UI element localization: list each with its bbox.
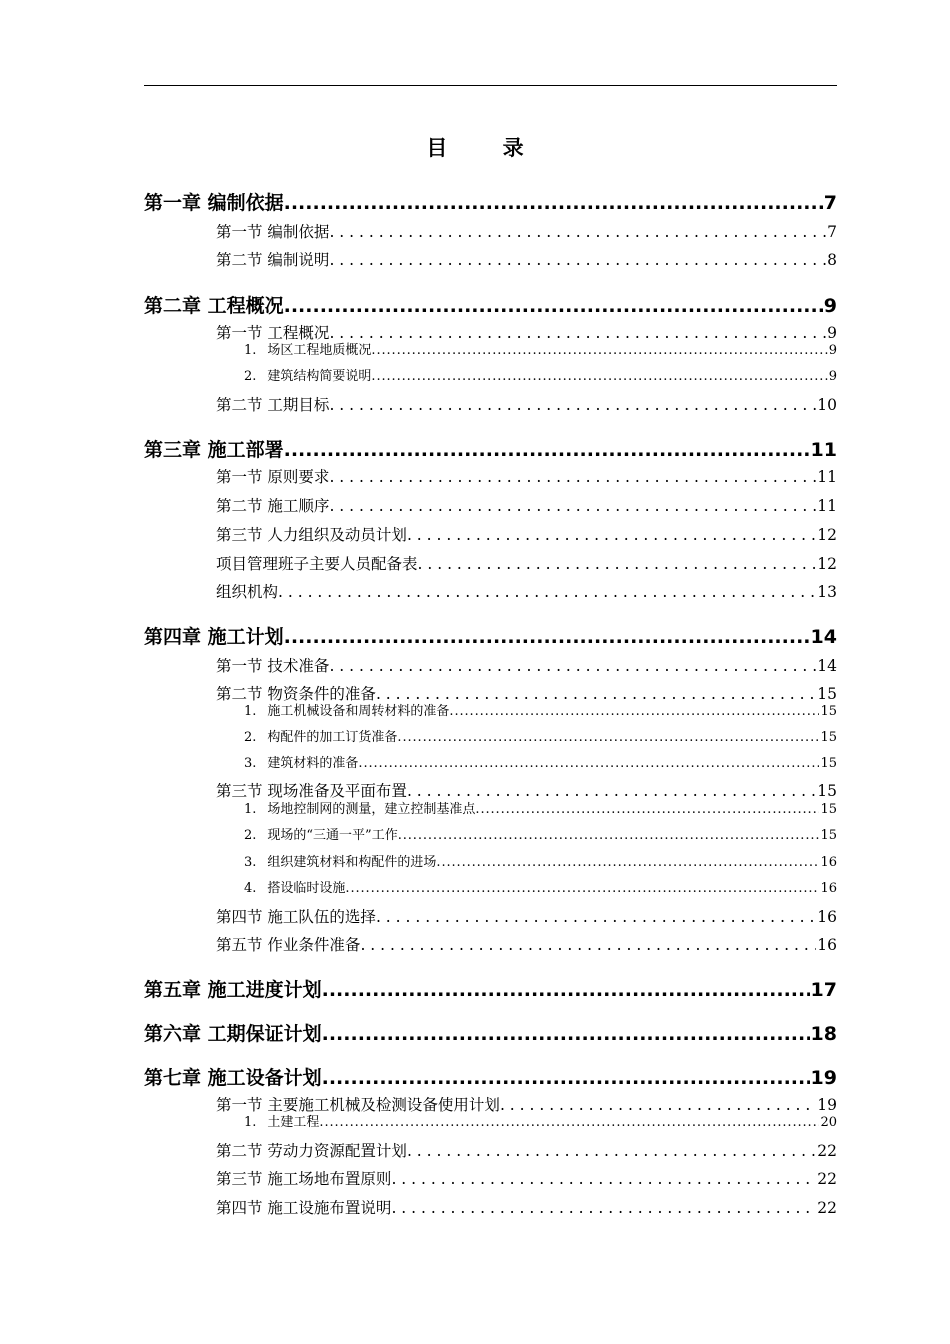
toc-item-number: 1. <box>244 343 257 358</box>
toc-dot-leader <box>407 1142 816 1160</box>
toc-entry-label: 第四章 施工计划 <box>144 626 284 648</box>
toc-entry-label: 建筑材料的准备 <box>267 756 359 771</box>
toc-dot-leader <box>319 1115 819 1130</box>
toc-page-number: 19 <box>817 1096 837 1114</box>
toc-dot-leader <box>449 704 819 719</box>
toc-item-number: 3. <box>244 756 257 771</box>
toc-chapter-entry[interactable] <box>144 622 837 649</box>
toc-page-number: 14 <box>817 657 837 675</box>
toc-dot-leader <box>475 802 819 817</box>
toc-entry-label: 第二节 工期目标 <box>216 396 330 414</box>
toc-dot-leader <box>329 657 816 675</box>
toc-page-number: 15 <box>820 828 837 843</box>
toc-section-entry[interactable] <box>216 552 837 574</box>
toc-dot-leader <box>284 192 823 214</box>
toc-page-number: 16 <box>820 881 837 896</box>
toc-item-entry[interactable] <box>244 877 837 896</box>
toc-page-number: 15 <box>817 782 837 800</box>
toc-item-number: 1. <box>244 802 257 817</box>
toc-page-number: 13 <box>817 583 837 601</box>
toc-entry-label: 构配件的加工订货准备 <box>267 730 398 745</box>
toc-dot-leader <box>376 908 816 926</box>
toc-item-entry[interactable] <box>244 700 837 719</box>
toc-section-entry[interactable] <box>216 933 837 955</box>
toc-dot-leader <box>391 1199 816 1217</box>
toc-entry-label: 第一章 编制依据 <box>144 192 284 214</box>
toc-entry-label: 组织机构 <box>216 583 279 601</box>
toc-entry-label: 第一节 工程概况 <box>216 324 330 342</box>
toc-entry-label: 第一节 技术准备 <box>216 657 330 675</box>
toc-dot-leader <box>322 979 810 1001</box>
toc-entry-label: 现场的“三通一平”工作 <box>267 828 398 843</box>
toc-dot-leader <box>397 730 819 745</box>
toc-chapter-entry[interactable] <box>144 435 837 462</box>
toc-page-number: 14 <box>810 626 837 648</box>
toc-page-number: 11 <box>817 468 837 486</box>
toc-page-number: 15 <box>820 704 837 719</box>
toc-entry-label: 第五节 作业条件准备 <box>216 936 361 954</box>
toc-entry-label: 第三章 施工部署 <box>144 439 284 461</box>
toc-section-entry[interactable] <box>216 1167 837 1189</box>
toc-page-number: 9 <box>827 324 837 342</box>
toc-entry-label: 第三节 人力组织及动员计划 <box>216 526 407 544</box>
toc-entry-label: 场区工程地质概况 <box>267 343 372 358</box>
toc-section-entry[interactable] <box>216 1196 837 1218</box>
toc-section-entry[interactable] <box>216 465 837 487</box>
toc-section-entry[interactable] <box>216 580 837 602</box>
toc-entry-label: 第一节 编制依据 <box>216 223 330 241</box>
toc-entry-label: 项目管理班子主要人员配备表 <box>216 555 418 573</box>
toc-section-entry[interactable] <box>216 905 837 927</box>
toc-dot-leader <box>322 1023 810 1045</box>
toc-entry-label: 第一节 主要施工机械及检测设备使用计划 <box>216 1096 500 1114</box>
toc-dot-leader <box>398 828 820 843</box>
toc-item-entry[interactable] <box>244 365 837 384</box>
toc-item-entry[interactable] <box>244 851 837 870</box>
toc-dot-leader <box>360 936 816 954</box>
toc-item-number: 1. <box>244 704 257 719</box>
toc-page-number: 12 <box>817 526 837 544</box>
toc-entry-label: 第二节 施工顺序 <box>216 497 330 515</box>
toc-page-number: 11 <box>810 439 837 461</box>
toc-entry-label: 第四节 施工队伍的选择 <box>216 908 376 926</box>
toc-chapter-entry[interactable] <box>144 291 837 318</box>
toc-entry-label: 场地控制网的测量，建立控制基准点 <box>267 802 476 817</box>
toc-section-entry[interactable] <box>216 248 837 270</box>
toc-section-entry[interactable] <box>216 494 837 516</box>
toc-dot-leader <box>284 439 810 461</box>
toc-page-number: 16 <box>817 908 837 926</box>
toc-dot-leader <box>329 223 826 241</box>
toc-dot-leader <box>436 855 819 870</box>
toc-title: 目 录 <box>426 136 548 160</box>
toc-entry-label: 第六章 工期保证计划 <box>144 1023 322 1045</box>
toc-page-number: 18 <box>810 1023 837 1045</box>
toc-entry-label: 施工机械设备和周转材料的准备 <box>267 704 450 719</box>
toc-item-entry[interactable] <box>244 798 837 817</box>
toc-dot-leader <box>322 1067 810 1089</box>
toc-item-entry[interactable] <box>244 339 837 358</box>
toc-page-number: 9 <box>828 369 837 384</box>
toc-item-number: 2. <box>244 828 257 843</box>
toc-dot-leader <box>284 626 810 648</box>
toc-page-number: 19 <box>810 1067 837 1089</box>
toc-page-number: 22 <box>817 1199 837 1217</box>
toc-entry-label: 第二节 编制说明 <box>216 251 330 269</box>
toc-chapter-entry[interactable] <box>144 975 837 1002</box>
header-rule <box>144 85 837 86</box>
toc-dot-leader <box>284 295 823 317</box>
toc-page-number: 15 <box>817 685 837 703</box>
toc-entry-label: 第五章 施工进度计划 <box>144 979 322 1001</box>
toc-page-number: 20 <box>820 1115 837 1130</box>
toc-dot-leader <box>371 369 827 384</box>
toc-page-number: 8 <box>827 251 837 269</box>
toc-dot-leader <box>371 343 827 358</box>
toc-page-number: 15 <box>820 730 837 745</box>
toc-page-number: 10 <box>817 396 837 414</box>
toc-entry-label: 土建工程 <box>267 1115 320 1130</box>
toc-section-entry[interactable] <box>216 1139 837 1161</box>
toc-page-number: 16 <box>820 855 837 870</box>
toc-item-number: 4. <box>244 881 257 896</box>
toc-item-number: 3. <box>244 855 257 870</box>
toc-section-entry[interactable] <box>216 523 837 545</box>
toc-dot-leader <box>418 555 817 573</box>
toc-section-entry[interactable] <box>216 393 837 415</box>
toc-page-number: 7 <box>827 223 837 241</box>
toc-dot-leader <box>278 583 816 601</box>
toc-item-number: 2. <box>244 730 257 745</box>
toc-page-number: 17 <box>810 979 837 1001</box>
toc-item-entry[interactable] <box>244 824 837 843</box>
toc-dot-leader <box>329 468 816 486</box>
toc-page-number: 7 <box>823 192 837 214</box>
toc-page-number: 12 <box>817 555 837 573</box>
toc-dot-leader <box>329 497 816 515</box>
toc-entry-label: 第二节 劳动力资源配置计划 <box>216 1142 407 1160</box>
toc-chapter-entry[interactable] <box>144 188 837 215</box>
toc-page-number: 15 <box>820 802 837 817</box>
toc-page-number: 9 <box>828 343 837 358</box>
toc-dot-leader <box>407 526 816 544</box>
toc-page-number: 15 <box>820 756 837 771</box>
toc-item-number: 2. <box>244 369 257 384</box>
toc-chapter-entry[interactable] <box>144 1019 837 1046</box>
toc-dot-leader <box>358 756 819 771</box>
toc-entry-label: 第四节 施工设施布置说明 <box>216 1199 392 1217</box>
toc-section-entry[interactable] <box>216 220 837 242</box>
toc-entry-label: 第七章 施工设备计划 <box>144 1067 322 1089</box>
toc-page-number: 22 <box>817 1170 837 1188</box>
toc-entry-label: 第二节 物资条件的准备 <box>216 685 376 703</box>
toc-section-entry[interactable] <box>216 654 837 676</box>
toc-chapter-entry[interactable] <box>144 1063 837 1090</box>
toc-page-number: 9 <box>823 295 837 317</box>
toc-item-entry[interactable] <box>244 726 837 745</box>
toc-entry-label: 第二章 工程概况 <box>144 295 284 317</box>
toc-item-number: 1. <box>244 1115 257 1130</box>
toc-entry-label: 第三节 现场准备及平面布置 <box>216 782 407 800</box>
toc-item-entry[interactable] <box>244 752 837 771</box>
toc-item-entry[interactable] <box>244 1111 837 1130</box>
toc-page-number: 16 <box>817 936 837 954</box>
toc-entry-label: 建筑结构简要说明 <box>267 369 372 384</box>
toc-entry-label: 第一节 原则要求 <box>216 468 330 486</box>
toc-entry-label: 第三节 施工场地布置原则 <box>216 1170 392 1188</box>
toc-entry-label: 搭设临时设施 <box>267 881 346 896</box>
toc-dot-leader <box>345 881 819 896</box>
toc-dot-leader <box>329 396 816 414</box>
toc-dot-leader <box>329 251 826 269</box>
toc-dot-leader <box>391 1170 816 1188</box>
toc-page-number: 11 <box>817 497 837 515</box>
toc-page-number: 22 <box>817 1142 837 1160</box>
toc-entry-label: 组织建筑材料和构配件的进场 <box>267 855 437 870</box>
